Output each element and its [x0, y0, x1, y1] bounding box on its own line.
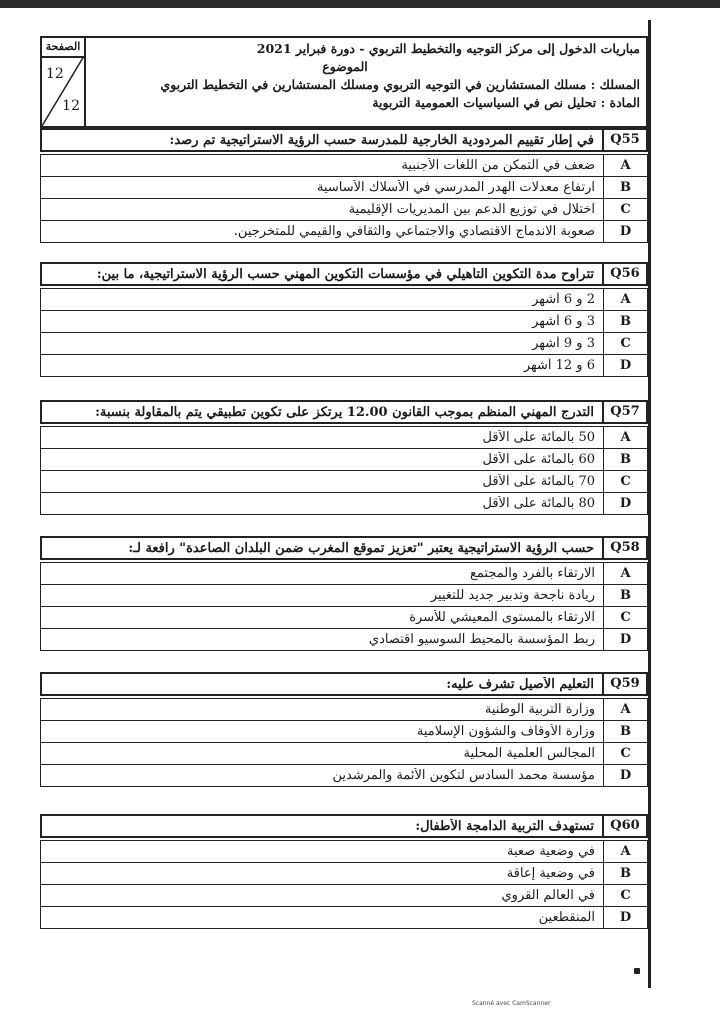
options-list [40, 426, 648, 515]
option-letter: B [603, 449, 647, 470]
option-b[interactable] [40, 311, 648, 333]
option-letter: C [603, 199, 647, 220]
option-letter: D [603, 907, 647, 928]
option-letter: A [603, 427, 647, 448]
option-c[interactable] [40, 885, 648, 907]
option-a[interactable] [40, 699, 648, 721]
option-letter: C [603, 885, 647, 906]
option-text: في وضعية صعبة [507, 844, 595, 859]
question-header [40, 814, 648, 838]
option-d[interactable] [40, 907, 648, 929]
exam-header [40, 36, 648, 128]
option-text: المجالس العلمية المحلية [463, 746, 595, 761]
options-list [40, 154, 648, 243]
question-header [40, 400, 648, 424]
option-a[interactable] [40, 427, 648, 449]
question-q55 [40, 128, 648, 243]
question-number: Q56 [602, 264, 646, 284]
option-b[interactable] [40, 449, 648, 471]
exam-track: المسلك : مسلك المستشارين في التوجيه التربوي ومسلك المستشارين في التخطيط التربوي [160, 77, 640, 92]
option-b[interactable] [40, 721, 648, 743]
header-text [90, 40, 640, 112]
question-number: Q55 [602, 130, 646, 150]
option-d[interactable] [40, 765, 648, 787]
question-number: Q59 [602, 674, 646, 694]
option-letter: A [603, 289, 647, 310]
option-c[interactable] [40, 333, 648, 355]
option-d[interactable] [40, 629, 648, 651]
question-text: التدرج المهني المنظم بموجب القانون 12.00 يرتكز على تكوين تطبيقي يتم بالمقاولة بنسبة: [95, 404, 594, 420]
question-header [40, 128, 648, 152]
option-letter: C [603, 743, 647, 764]
option-text: ارتفاع معدلات الهدر المدرسي في الأسلاك الأساسية [317, 180, 595, 195]
scan-top-edge [0, 0, 720, 8]
option-d[interactable] [40, 493, 648, 515]
exam-page [36, 20, 651, 988]
option-c[interactable] [40, 607, 648, 629]
question-q57 [40, 400, 648, 515]
exam-title: مباريات الدخول إلى مركز التوجيه والتخطيط التربوي - دورة فبراير 2021 [256, 41, 640, 56]
option-b[interactable] [40, 863, 648, 885]
question-number: Q60 [602, 816, 646, 836]
option-text: ريادة ناجحة وتدبير جديد للتغيير [430, 588, 595, 603]
option-letter: B [603, 585, 647, 606]
option-letter: D [603, 629, 647, 650]
question-number: Q57 [602, 402, 646, 422]
page-label: الصفحة [42, 38, 84, 58]
question-header [40, 672, 648, 696]
option-d[interactable] [40, 355, 648, 377]
option-c[interactable] [40, 199, 648, 221]
option-letter: D [603, 355, 647, 376]
option-text: 3 و 6 أشهر [532, 314, 595, 329]
option-c[interactable] [40, 743, 648, 765]
option-letter: A [603, 563, 647, 584]
option-text: ربط المؤسسة بالمحيط السوسيو اقتصادي [368, 632, 595, 647]
question-text: تستهدف التربية الدامجة الأطفال: [415, 818, 594, 834]
question-text: التعليم الأصيل تشرف عليه: [446, 676, 594, 692]
option-b[interactable] [40, 585, 648, 607]
exam-subject-label: الموضوع [322, 59, 368, 74]
option-letter: D [603, 221, 647, 242]
options-list [40, 288, 648, 377]
option-text: الارتقاء بالفرد والمجتمع [469, 566, 595, 581]
option-text: وزارة التربية الوطنية [484, 702, 595, 717]
option-letter: C [603, 471, 647, 492]
option-text: في العالم القروي [501, 888, 595, 903]
option-text: 3 و 9 أشهر [532, 336, 595, 351]
option-text: الارتقاء بالمستوى المعيشي للأسرة [409, 610, 595, 625]
page-current: 12 [46, 66, 64, 82]
option-text: في وضعية إعاقة [506, 866, 595, 881]
question-header [40, 536, 648, 560]
option-text: 60 بالمائة على الأقل [482, 452, 595, 467]
option-letter: C [603, 333, 647, 354]
option-b[interactable] [40, 177, 648, 199]
option-text: وزارة الأوقاف والشؤون الإسلامية [416, 724, 595, 739]
question-q59 [40, 672, 648, 787]
question-number: Q58 [602, 538, 646, 558]
page-corner-mark [634, 968, 640, 974]
question-text: تتراوح مدة التكوين التأهيلي في مؤسسات التكوين المهني حسب الرؤية الاستراتيجية، ما بين: [96, 266, 594, 282]
option-c[interactable] [40, 471, 648, 493]
option-letter: B [603, 721, 647, 742]
option-a[interactable] [40, 155, 648, 177]
option-letter: D [603, 493, 647, 514]
option-text: مؤسسة محمد السادس لتكوين الأئمة والمرشدين [332, 768, 595, 783]
option-letter: B [603, 863, 647, 884]
option-letter: D [603, 765, 647, 786]
option-text: ضعف في التمكن من اللغات الأجنبية [401, 158, 595, 173]
option-letter: B [603, 177, 647, 198]
options-list [40, 698, 648, 787]
question-q56 [40, 262, 648, 377]
option-letter: A [603, 699, 647, 720]
question-q60 [40, 814, 648, 929]
exam-subject: المادة : تحليل نص في السياسيات العمومية التربوية [372, 95, 640, 110]
option-text: 50 بالمائة على الأقل [482, 430, 595, 445]
option-letter: A [603, 155, 647, 176]
option-letter: C [603, 607, 647, 628]
option-letter: B [603, 311, 647, 332]
option-text: 2 و 6 أشهر [532, 292, 595, 307]
option-text: 70 بالمائة على الأقل [482, 474, 595, 489]
question-text: حسب الرؤية الاستراتيجية يعتبر "تعزيز تموقع المغرب ضمن البلدان الصاعدة" رافعة لـ: [128, 540, 594, 556]
option-text: اختلال في توزيع الدعم بين المديريات الإقليمية [348, 202, 595, 217]
option-text: 80 بالمائة على الأقل [482, 496, 595, 511]
options-list [40, 840, 648, 929]
option-d[interactable] [40, 221, 648, 243]
scanner-watermark: Scanné avec CamScanner [472, 1000, 551, 1007]
question-header [40, 262, 648, 286]
question-q58 [40, 536, 648, 651]
option-a[interactable] [40, 841, 648, 863]
option-text: 6 و 12 أشهر [523, 358, 595, 373]
option-text: المنقطعين [538, 910, 595, 925]
options-list [40, 562, 648, 651]
option-text: صعوبة الاندماج الاقتصادي والاجتماعي والثقافي والقيمي للمتخرجين. [233, 224, 595, 239]
option-a[interactable] [40, 289, 648, 311]
page-total: 12 [62, 98, 80, 114]
option-a[interactable] [40, 563, 648, 585]
question-text: في إطار تقييم المردودية الخارجية للمدرسة حسب الرؤية الاستراتيجية تم رصد: [169, 132, 594, 148]
page-number-box [42, 38, 86, 126]
option-letter: A [603, 841, 647, 862]
